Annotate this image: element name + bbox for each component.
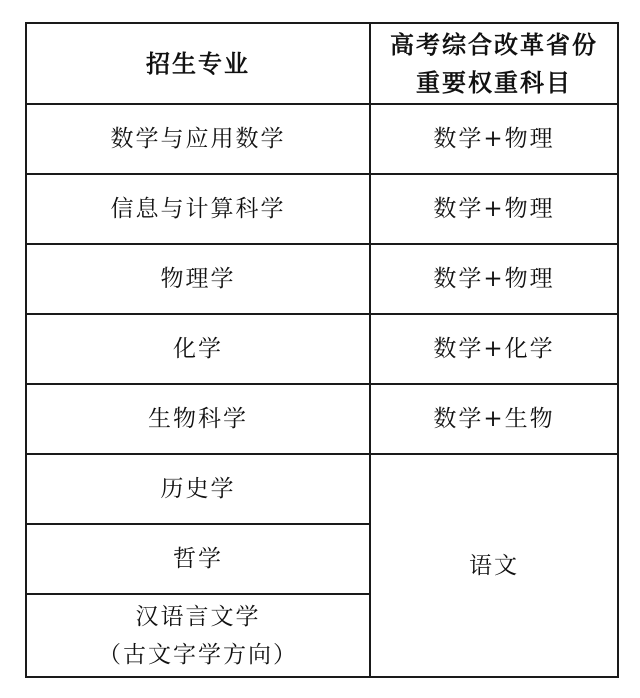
major-cell: 化学 bbox=[26, 314, 370, 384]
table-row bbox=[26, 314, 618, 384]
table-row bbox=[26, 454, 618, 524]
major-subject-table bbox=[25, 22, 619, 678]
major-cell: 哲学 bbox=[26, 524, 370, 594]
major-cell: 物理学 bbox=[26, 244, 370, 314]
major-cell: 信息与计算科学 bbox=[26, 174, 370, 244]
header-subjects bbox=[370, 23, 618, 104]
subjects-cell: 数学+物理 bbox=[370, 174, 618, 244]
subjects-cell: 数学+物理 bbox=[370, 104, 618, 174]
table-header-row bbox=[26, 23, 618, 104]
header-subjects-line1: 高考综合改革省份 bbox=[390, 30, 598, 59]
major-cell-line2: （古文字学方向） bbox=[98, 641, 298, 668]
table-row bbox=[26, 174, 618, 244]
major-cell: 数学与应用数学 bbox=[26, 104, 370, 174]
subjects-cell: 数学+化学 bbox=[370, 314, 618, 384]
major-cell-line1: 汉语言文学 bbox=[135, 603, 261, 630]
subjects-cell: 数学+物理 bbox=[370, 244, 618, 314]
table-row bbox=[26, 244, 618, 314]
header-major: 招生专业 bbox=[26, 23, 370, 104]
major-cell: 历史学 bbox=[26, 454, 370, 524]
table-row bbox=[26, 384, 618, 454]
subjects-cell: 数学+生物 bbox=[370, 384, 618, 454]
major-cell bbox=[26, 594, 370, 677]
major-cell: 生物科学 bbox=[26, 384, 370, 454]
header-subjects-line2: 重要权重科目 bbox=[416, 68, 572, 97]
subjects-cell-merged: 语文 bbox=[370, 454, 618, 677]
table-row bbox=[26, 104, 618, 174]
